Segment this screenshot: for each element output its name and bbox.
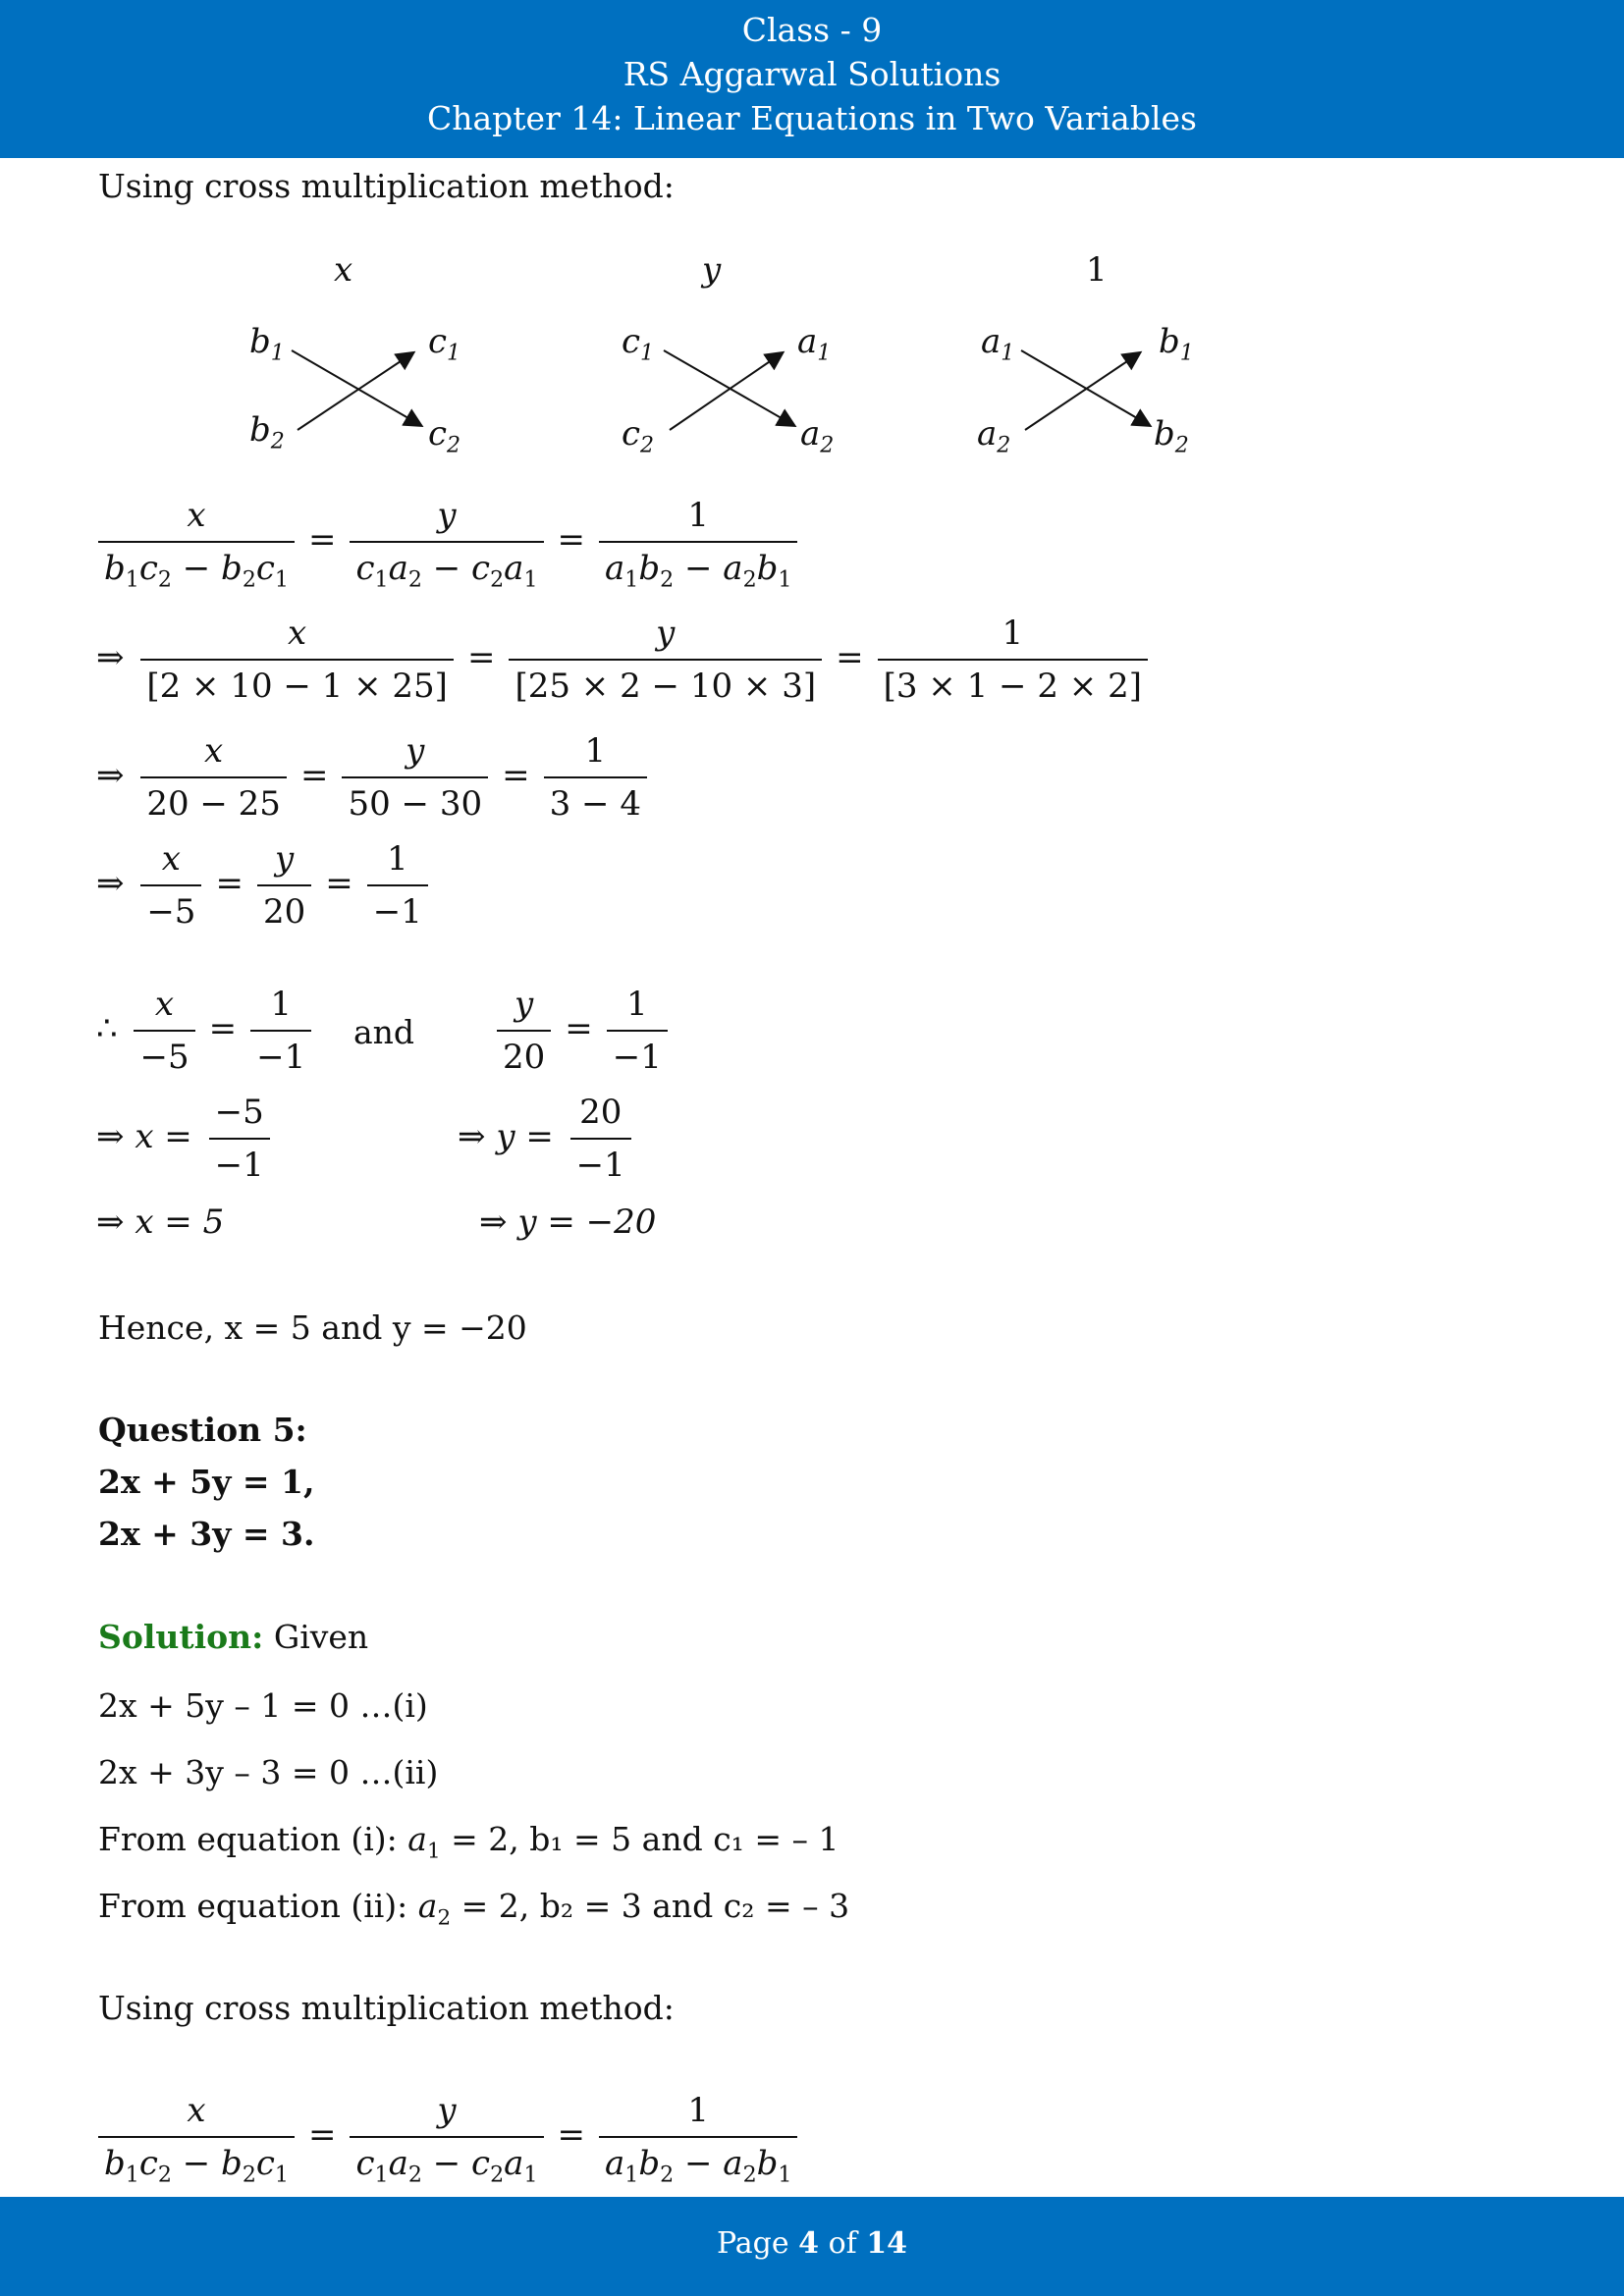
solution-given: Given [263, 1618, 369, 1656]
question-eq1: 2x + 5y = 1, [98, 1463, 315, 1501]
diagram-col-1: 1 [1086, 250, 1108, 290]
cross-arrows [0, 0, 1624, 491]
page-footer: Page 4 of 14 [0, 2197, 1624, 2296]
page-number: 4 [798, 2226, 820, 2261]
diagram-a2: $a_2$ [800, 414, 835, 458]
equation-i: 2x + 5y – 1 = 0 …(i) [98, 1686, 428, 1725]
step-therefore: ∴ $\frac{x}{-5}$ = $\frac{1}{-1}$ [96, 985, 317, 1077]
solution-heading [98, 1618, 368, 1656]
diagram-c2: $c_2$ [428, 414, 461, 458]
diagram-b1b: $b_1$ [1159, 322, 1194, 366]
hence-statement: Hence, x = 5 and y = −20 [98, 1308, 527, 1347]
x-result: ⇒ x = 5 [96, 1202, 225, 1242]
diagram-c1: $c_1$ [428, 322, 461, 366]
diagram-c2b: $c_2$ [622, 414, 655, 458]
diagram-a1b: $a_1$ [981, 322, 1015, 366]
formula-general: $\frac{x}{b_1c_2 - b_2c_1}$ = $\frac{y}{c_1a_2 - c_2a_1}$ = $\frac{1}{a_1b_2 - a_2b_1}$ [92, 496, 803, 588]
header-chapter: Chapter 14: Linear Equations in Two Variables [426, 99, 1197, 137]
and-word: and [353, 1013, 415, 1051]
coefficients-ii: From equation (ii): $a_2 = 2$, b₂ = 3 and c₂ = – 3 [98, 1887, 850, 1931]
page-total: 14 [866, 2226, 908, 2261]
diagram-a2b: $a_2$ [977, 414, 1011, 458]
formula-general-repeat: $\frac{x}{b_1c_2 - b_2c_1}$ = $\frac{y}{c_1a_2 - c_2a_1}$ = $\frac{1}{a_1b_2 - a_2b_1}$ [92, 2091, 803, 2183]
step-simplify: ⇒ $\frac{x}{20 - 25}$ = $\frac{y}{50 - 30}$ = $\frac{1}{3 - 4}$ [96, 731, 653, 824]
step-x-fraction: ⇒ x = $\frac{-5}{-1}$ [96, 1093, 276, 1185]
header-class: Class - 9 [741, 11, 883, 49]
diagram-col-y: y [702, 250, 722, 290]
header-book: RS Aggarwal Solutions [623, 55, 1001, 93]
solution-label: Solution: [98, 1618, 264, 1656]
step-y-fraction: ⇒ y = $\frac{20}{-1}$ [458, 1093, 637, 1185]
step-reduced: ⇒ $\frac{x}{-5}$ = $\frac{y}{20}$ = $\frac{1}{-1}$ [96, 839, 434, 932]
step-substitution: ⇒ $\frac{x}{[2 \times 10 - 1 \times 25]}$ = $\frac{y}{[25 \times 2 - 10 \times 3]}$ = $\frac{1}{[3 \times 1 - 2 \times 2]}$ [96, 614, 1154, 706]
y-result: ⇒ y = −20 [479, 1202, 657, 1242]
diagram-c1b: $c_1$ [622, 322, 655, 366]
question-title: Question 5: [98, 1411, 307, 1449]
intro-text: Using cross multiplication method: [98, 167, 675, 205]
diagram-b1: $b_1$ [249, 322, 285, 366]
diagram-col-x: x [334, 250, 353, 290]
method-text: Using cross multiplication method: [98, 1989, 675, 2027]
diagram-a1: $a_1$ [797, 322, 832, 366]
step-therefore-y: $\frac{y}{20}$ = $\frac{1}{-1}$ [491, 985, 674, 1077]
diagram-b2: $b_2$ [249, 410, 285, 454]
diagram-b2b: $b_2$ [1154, 414, 1189, 458]
coefficients-i: From equation (i): $a_1 = 2$, b₁ = 5 and c₁ = – 1 [98, 1820, 839, 1864]
question-eq2: 2x + 3y = 3. [98, 1515, 315, 1553]
equation-ii: 2x + 3y – 3 = 0 …(ii) [98, 1753, 439, 1791]
